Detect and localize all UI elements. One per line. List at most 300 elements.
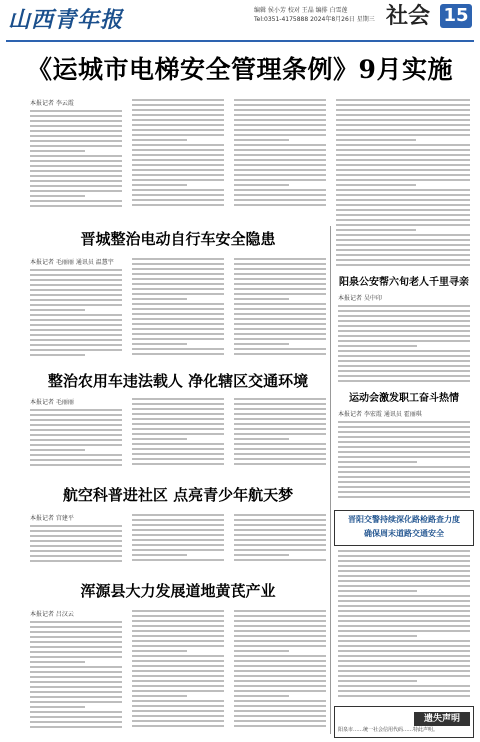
text-line	[132, 184, 187, 186]
text-line	[338, 436, 470, 438]
text-line	[338, 481, 470, 483]
text-line	[132, 134, 224, 136]
text-line	[338, 446, 470, 448]
text-line	[338, 585, 470, 587]
text-line	[30, 686, 122, 688]
text-line	[132, 690, 224, 692]
text-line	[338, 665, 470, 667]
text-line	[30, 145, 122, 147]
story2-column-3	[234, 258, 326, 359]
text-line	[30, 716, 122, 718]
text-line	[132, 539, 224, 541]
text-line	[234, 139, 289, 141]
text-line	[132, 458, 224, 460]
text-line	[234, 514, 326, 516]
side2-body	[338, 421, 470, 501]
text-line	[234, 353, 326, 355]
text-line	[234, 199, 326, 201]
text-line	[338, 466, 470, 468]
text-line	[338, 555, 470, 557]
text-line	[234, 179, 326, 181]
text-line	[234, 343, 289, 345]
text-line	[132, 114, 224, 116]
text-line	[132, 655, 224, 657]
text-line	[30, 666, 122, 668]
text-line	[30, 721, 122, 723]
text-line	[234, 690, 326, 692]
text-line	[234, 665, 326, 667]
text-line	[336, 209, 470, 211]
text-line	[234, 129, 326, 131]
text-line	[30, 130, 122, 132]
text-line	[30, 140, 122, 142]
text-line	[234, 705, 326, 707]
text-line	[336, 194, 470, 196]
text-line	[30, 269, 122, 271]
text-line	[338, 345, 417, 347]
text-line	[234, 298, 289, 300]
story3-headline: 整治农用车违法载人 净化辖区交通环境	[47, 372, 309, 390]
side3-headline-1: 晋阳交警持续深化路检路查力度	[348, 515, 460, 524]
text-line	[132, 438, 187, 440]
text-line	[234, 144, 326, 146]
text-line	[234, 288, 326, 290]
text-line	[132, 323, 224, 325]
text-line	[132, 273, 224, 275]
text-line	[30, 641, 122, 643]
text-line	[132, 630, 224, 632]
text-line	[132, 660, 224, 662]
side1-body	[338, 305, 470, 385]
text-line	[30, 681, 122, 683]
text-line	[132, 179, 224, 181]
text-line	[30, 284, 122, 286]
text-line	[30, 150, 85, 152]
text-line	[336, 139, 416, 141]
text-line	[30, 545, 122, 547]
text-line	[234, 278, 326, 280]
text-line	[132, 124, 224, 126]
masthead-rule	[6, 40, 474, 42]
lost-notice-text: 阳泉市……统一社会信用代码……特此声明。	[338, 727, 439, 733]
text-line	[132, 109, 224, 111]
text-line	[132, 428, 224, 430]
text-line	[30, 454, 122, 456]
lead-byline: 本报记者 李云霞	[30, 100, 74, 107]
text-line	[30, 626, 122, 628]
text-line	[234, 549, 326, 551]
text-line	[234, 194, 326, 196]
text-line	[132, 514, 224, 516]
text-line	[30, 540, 122, 542]
text-line	[234, 725, 326, 727]
text-line	[234, 134, 326, 136]
story4-column-3	[234, 514, 326, 567]
text-line	[132, 298, 187, 300]
story2-column-2	[132, 258, 224, 359]
text-line	[234, 438, 289, 440]
text-line	[30, 344, 122, 346]
text-line	[132, 620, 224, 622]
text-line	[132, 283, 224, 285]
text-line	[132, 705, 224, 707]
text-line	[132, 318, 224, 320]
text-line	[338, 486, 470, 488]
text-line	[132, 194, 224, 196]
masthead-date: Tel:0351-4175888 2024年8月26日 星期三	[254, 16, 375, 23]
text-line	[132, 348, 224, 350]
text-line	[30, 726, 122, 728]
text-line	[234, 519, 326, 521]
side1-byline: 本报记者 吴中印	[338, 295, 382, 302]
text-line	[338, 645, 470, 647]
side3-headline-2: 确保周末道路交通安全	[364, 529, 444, 538]
text-line	[234, 323, 326, 325]
text-line	[234, 554, 289, 556]
text-line	[30, 195, 85, 197]
text-line	[338, 350, 470, 352]
text-line	[132, 650, 187, 652]
text-line	[234, 625, 326, 627]
text-line	[338, 431, 470, 433]
text-line	[234, 149, 326, 151]
text-line	[234, 635, 326, 637]
text-line	[132, 308, 224, 310]
text-line	[234, 308, 326, 310]
text-line	[30, 110, 122, 112]
text-line	[234, 640, 326, 642]
text-line	[30, 661, 85, 663]
text-line	[30, 309, 85, 311]
text-line	[132, 164, 224, 166]
story5-column-1	[30, 621, 122, 731]
text-line	[234, 263, 326, 265]
text-line	[338, 620, 470, 622]
text-line	[30, 354, 85, 356]
text-line	[338, 680, 417, 682]
text-line	[338, 670, 470, 672]
text-line	[338, 340, 470, 342]
text-line	[234, 413, 326, 415]
text-line	[30, 530, 122, 532]
text-line	[132, 448, 224, 450]
text-line	[336, 124, 470, 126]
story4-column-2	[132, 514, 224, 567]
text-line	[234, 630, 326, 632]
text-line	[234, 695, 289, 697]
text-line	[30, 711, 122, 713]
text-line	[132, 398, 224, 400]
text-line	[30, 449, 85, 451]
text-line	[30, 651, 122, 653]
text-line	[234, 463, 326, 465]
text-line	[336, 99, 470, 101]
text-line	[234, 124, 326, 126]
masthead	[0, 0, 480, 40]
text-line	[30, 200, 122, 202]
text-line	[30, 439, 122, 441]
text-line	[234, 258, 326, 260]
text-line	[234, 159, 326, 161]
text-line	[336, 154, 470, 156]
text-line	[234, 273, 326, 275]
text-line	[30, 170, 122, 172]
text-line	[132, 549, 224, 551]
text-line	[234, 645, 326, 647]
text-line	[234, 169, 326, 171]
lead-column-4	[336, 99, 470, 269]
text-line	[30, 324, 122, 326]
text-line	[132, 725, 224, 727]
text-line	[30, 646, 122, 648]
text-line	[338, 685, 470, 687]
text-line	[234, 398, 326, 400]
text-line	[338, 355, 470, 357]
text-line	[30, 339, 122, 341]
text-line	[338, 600, 470, 602]
text-line	[132, 303, 224, 305]
text-line	[132, 453, 224, 455]
text-line	[132, 204, 224, 206]
text-line	[338, 695, 470, 697]
text-line	[30, 319, 122, 321]
text-line	[132, 199, 224, 201]
text-line	[338, 305, 470, 307]
lead-column-1	[30, 110, 122, 210]
text-line	[132, 554, 187, 556]
text-line	[30, 115, 122, 117]
text-line	[336, 164, 470, 166]
text-line	[132, 293, 224, 295]
story4-byline: 本报记者 宫建平	[30, 515, 74, 522]
masthead-info	[254, 6, 404, 24]
lost-notice-title: 遗失声明	[414, 712, 470, 726]
story2-byline: 本报记者 毛丽丽 通讯员 温慧宇	[30, 259, 114, 266]
text-line	[132, 403, 224, 405]
text-line	[234, 710, 326, 712]
text-line	[30, 444, 122, 446]
text-line	[234, 99, 326, 101]
text-line	[30, 656, 122, 658]
column-divider	[330, 226, 331, 734]
text-line	[336, 174, 470, 176]
text-line	[338, 595, 470, 597]
side3-body	[338, 550, 470, 700]
text-line	[336, 239, 470, 241]
story3-column-1	[30, 409, 122, 471]
story4-headline: 航空科普进社区 点亮青少年航天梦	[62, 486, 294, 504]
text-line	[30, 334, 122, 336]
text-line	[338, 461, 417, 463]
text-line	[234, 700, 326, 702]
text-line	[336, 184, 416, 186]
text-line	[132, 99, 224, 101]
text-line	[234, 164, 326, 166]
text-line	[336, 109, 470, 111]
text-line	[30, 621, 122, 623]
text-line	[234, 303, 326, 305]
text-line	[132, 700, 224, 702]
text-line	[132, 645, 224, 647]
text-line	[234, 443, 326, 445]
text-line	[234, 615, 326, 617]
text-line	[30, 419, 122, 421]
text-line	[234, 529, 326, 531]
text-line	[132, 159, 224, 161]
text-line	[234, 313, 326, 315]
text-line	[30, 434, 122, 436]
text-line	[336, 204, 470, 206]
story3-column-2	[132, 398, 224, 471]
text-line	[338, 380, 470, 382]
story5-column-3	[234, 610, 326, 731]
text-line	[338, 370, 470, 372]
text-line	[30, 429, 122, 431]
text-line	[234, 293, 326, 295]
text-line	[132, 343, 187, 345]
text-line	[234, 423, 326, 425]
text-line	[30, 120, 122, 122]
text-line	[30, 459, 122, 461]
text-line	[338, 441, 470, 443]
text-line	[336, 134, 470, 136]
text-line	[132, 413, 224, 415]
text-line	[30, 125, 122, 127]
text-line	[30, 706, 85, 708]
text-line	[30, 535, 122, 537]
text-line	[234, 189, 326, 191]
text-line	[132, 278, 224, 280]
text-line	[132, 640, 224, 642]
text-line	[132, 519, 224, 521]
text-line	[338, 655, 470, 657]
text-line	[30, 329, 122, 331]
text-line	[234, 458, 326, 460]
text-line	[234, 348, 326, 350]
lead-column-3	[234, 99, 326, 210]
text-line	[336, 189, 470, 191]
text-line	[338, 560, 470, 562]
text-line	[30, 314, 122, 316]
text-line	[132, 154, 224, 156]
text-line	[234, 655, 326, 657]
text-line	[336, 159, 470, 161]
text-line	[132, 524, 224, 526]
text-line	[234, 328, 326, 330]
text-line	[30, 671, 122, 673]
lead-column-2	[132, 99, 224, 210]
text-line	[132, 610, 224, 612]
text-line	[30, 701, 122, 703]
text-line	[132, 685, 224, 687]
text-line	[30, 304, 122, 306]
text-line	[132, 263, 224, 265]
text-line	[234, 670, 326, 672]
text-line	[234, 559, 326, 561]
text-line	[132, 119, 224, 121]
text-line	[338, 335, 470, 337]
text-line	[234, 114, 326, 116]
text-line	[132, 418, 224, 420]
text-line	[338, 615, 470, 617]
text-line	[234, 680, 326, 682]
text-line	[338, 660, 470, 662]
text-line	[30, 175, 122, 177]
text-line	[132, 313, 224, 315]
text-line	[132, 288, 224, 290]
text-line	[234, 338, 326, 340]
text-line	[30, 185, 122, 187]
text-line	[132, 715, 224, 717]
text-line	[338, 491, 470, 493]
newspaper-logo: 山西青年报	[8, 7, 124, 33]
text-line	[30, 636, 122, 638]
text-line	[30, 299, 122, 301]
text-line	[234, 650, 289, 652]
text-line	[132, 408, 224, 410]
text-line	[234, 428, 326, 430]
text-line	[234, 524, 326, 526]
text-line	[338, 565, 470, 567]
text-line	[338, 471, 470, 473]
story5-headline: 浑源县大力发展道地黄芪产业	[80, 582, 276, 600]
text-line	[132, 268, 224, 270]
side1-headline: 阳泉公安帮六旬老人千里寻亲	[339, 277, 469, 288]
text-line	[30, 464, 122, 466]
text-line	[338, 426, 470, 428]
text-line	[30, 631, 122, 633]
text-line	[30, 205, 122, 207]
text-line	[336, 149, 470, 151]
text-line	[30, 349, 122, 351]
text-line	[30, 279, 122, 281]
text-line	[132, 144, 224, 146]
text-line	[336, 229, 416, 231]
text-line	[234, 675, 326, 677]
text-line	[338, 590, 417, 592]
text-line	[132, 680, 224, 682]
text-line	[234, 453, 326, 455]
text-line	[132, 625, 224, 627]
text-line	[30, 424, 122, 426]
text-line	[336, 244, 470, 246]
text-line	[336, 219, 470, 221]
story4-column-1	[30, 525, 122, 567]
text-line	[338, 580, 470, 582]
text-line	[234, 403, 326, 405]
text-line	[234, 204, 326, 206]
text-line	[30, 555, 122, 557]
text-line	[132, 665, 224, 667]
text-line	[338, 575, 470, 577]
text-line	[132, 710, 224, 712]
text-line	[132, 615, 224, 617]
text-line	[338, 325, 470, 327]
text-line	[234, 715, 326, 717]
page-number-badge: 15	[440, 4, 472, 28]
text-line	[132, 534, 224, 536]
text-line	[234, 333, 326, 335]
text-line	[132, 149, 224, 151]
text-line	[132, 129, 224, 131]
text-line	[338, 476, 470, 478]
text-line	[338, 456, 470, 458]
text-line	[30, 409, 122, 411]
text-line	[234, 660, 326, 662]
text-line	[338, 570, 470, 572]
text-line	[234, 174, 326, 176]
text-line	[30, 135, 122, 137]
